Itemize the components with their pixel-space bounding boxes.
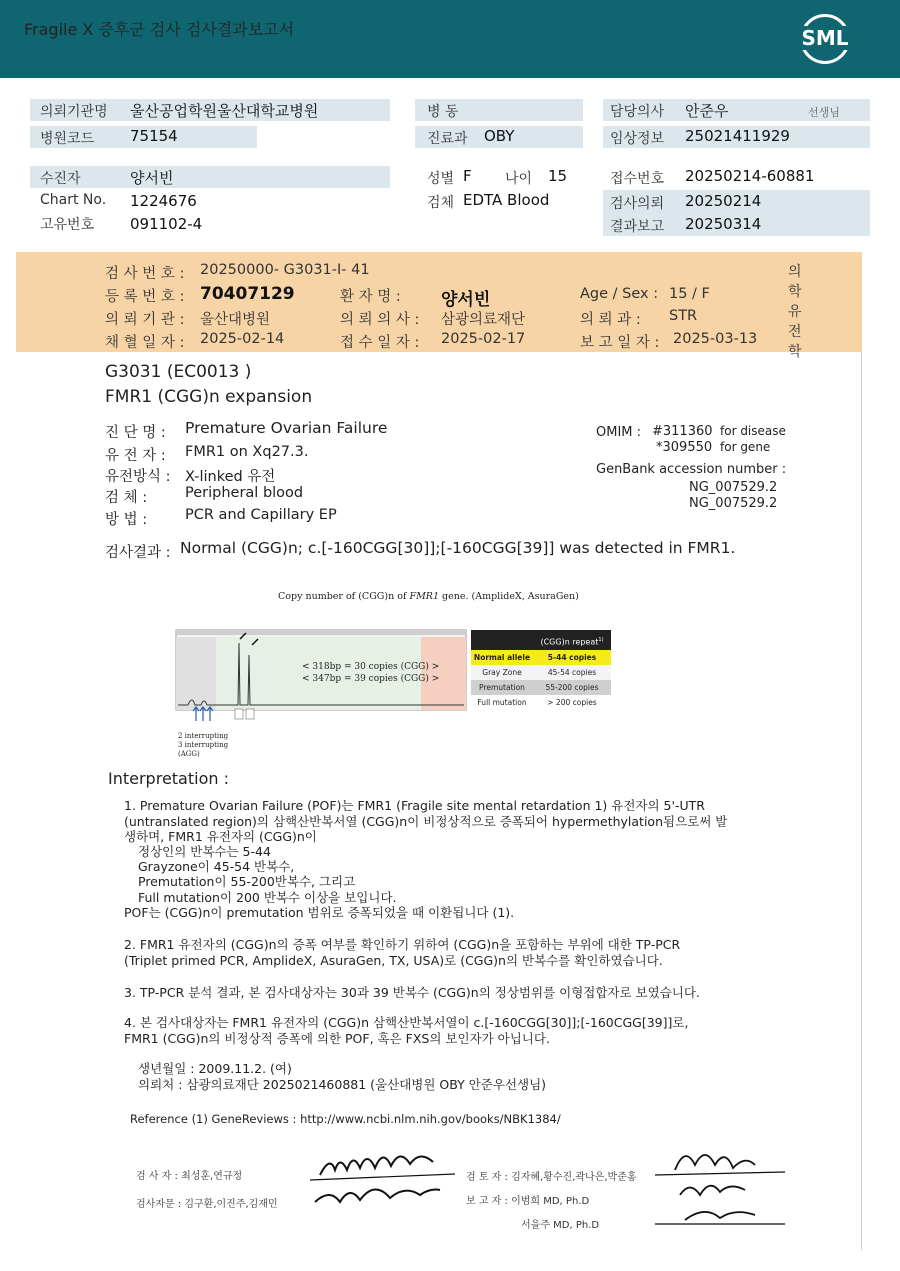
sample-value: Peripheral blood [185,485,304,501]
interp-line: 3. TP-PCR 분석 결과, 본 검사대상자는 30과 39 반복수 (CGG)n의 정상범위를 이형접합자로 보였습니다. [124,985,700,1000]
ward-label: 병 동 [427,104,459,120]
interrupt-label-2: 3 interrupting [178,741,229,749]
reporter-2: 서을주 MD, Ph.D [521,1220,600,1231]
result-value: Normal (CGG)n; c.[-160CGG[30]];[-160CGG[39]] was detected in FMR1. [180,539,736,557]
test-no-label: 검 사 번 호 : [105,266,185,282]
row-value: 55-200 copies [533,680,611,695]
interp-line: Premutation이 55-200반복수, 그리고 [138,874,356,889]
sample-label: 검 체 : [105,490,148,506]
specimen-label: 검체 [427,195,455,211]
side-char: 전 [788,324,802,340]
diag-value: Premature Ovarian Failure [185,419,388,437]
req-doc-label: 의 뢰 의 사 : [340,312,420,328]
report-value: 20250314 [685,215,762,233]
side-char: 학 [788,344,802,360]
side-char: 유 [788,304,802,320]
age-sex-label: Age / Sex : [580,286,659,302]
caption-text: gene. (AmplideX, AsuraGen) [439,591,579,602]
table-row [471,650,611,665]
header-text: (CGG)n repeat [540,637,599,647]
result-label: 검사결과 : [105,545,171,561]
interp-line: Grayzone이 45-54 반복수, [138,859,295,874]
patient-box [30,166,390,188]
inherit-value: X-linked 유전 [185,469,276,485]
omim-gene: *309550 [656,440,713,455]
inst-label: 의 뢰 기 관 : [105,312,185,328]
interp-line: 생하며, FMR1 유전자의 (CGG)n이 [124,829,317,844]
dept-label: 진료과 [427,131,468,147]
tester: 검 사 자 : 최성훈,연규정 [136,1171,243,1182]
recv-date: 2025-02-17 [441,331,526,347]
signature-reviewer-icon [655,1140,790,1230]
receipt-label: 접수번호 [610,171,665,187]
birth-date: 생년월일 : 2009.11.2. (여) [138,1061,292,1076]
signature-tester-icon [305,1140,455,1220]
gene-label: 유 전 자 : [105,448,166,464]
test-code: G3031 (EC0013 ) [105,362,252,382]
table-row [471,680,611,695]
table-row [471,665,611,680]
peak-marker [246,709,254,719]
method-value: PCR and Capillary EP [185,507,337,523]
diag-label: 진 단 명 : [105,425,166,441]
row-label: Normal allele [471,650,533,665]
omim-gene-desc: for gene [720,440,771,454]
side-char: 학 [788,284,802,300]
interp-line: 2. FMR1 유전자의 (CGG)n의 증폭 여부를 확인하기 위하여 (CGG)n을 포함하는 부위에 대한 TP-PCR [124,937,681,952]
omim-disease: #311360 [652,424,713,439]
doctor-value: 안준우 [685,102,729,120]
hospital-code-label: 병원코드 [40,131,95,147]
test-name: FMR1 (CGG)n expansion [105,387,313,407]
uid-value: 091102-4 [130,215,203,233]
request-label: 검사의뢰 [610,196,665,212]
dept-value: OBY [484,127,515,145]
header-sup: 1) [598,637,604,643]
repeat-table-header [471,630,611,650]
chart-label: Chart No. [40,192,107,208]
chart-value: 1224676 [130,192,197,210]
clinical-value: 25021411929 [685,127,790,145]
patient-label: 수진자 [40,171,81,187]
request-value: 20250214 [685,192,762,210]
specimen-value: EDTA Blood [463,191,550,209]
patient-value: 양서빈 [130,169,174,187]
doctor-label: 담당의사 [610,104,665,120]
omim-label: OMIM : [596,425,642,440]
doctor-suffix: 선생님 [808,106,840,119]
side-vertical-text [788,262,806,362]
genbank-2: NG_007529.2 [689,496,778,511]
header-empty-cell [471,630,533,650]
interp-line: (untranslated region)의 삼핵산반복서열 (CGG)n이 비정상적으로 증폭되어 hypermethylation됨으로써 발 [124,814,728,829]
referrer: 의뢰처 : 삼광의료재단 2025021460881 (울산대병원 OBY 안준우선생님) [138,1077,547,1092]
sex-value: F [463,167,472,185]
interp-line: POF는 (CGG)n이 premutation 범위로 증폭되었을 때 이환됩니다 (1). [124,905,515,920]
row-value: 45-54 copies [533,665,611,680]
interrupt-arrows-icon [193,707,213,721]
row-value: 5-44 copies [533,650,611,665]
logo: SML [799,26,851,50]
side-char: 의 [788,264,802,280]
peak-marker [235,709,243,719]
interp-line: 4. 본 검사대상자는 FMR1 유전자의 (CGG)n 삼핵산반복서열이 c.[-160CGG[30]];[-160CGG[39]]로, [124,1015,689,1030]
header-cell [533,630,611,650]
interp-line: 정상인의 반복수는 5-44 [138,844,271,859]
genbank-label: GenBank accession number : [596,462,787,477]
req-dept: STR [669,308,698,324]
sex-label: 성별 [427,171,455,187]
row-label: Full mutation [471,695,533,710]
age-value: 15 [548,167,568,185]
rep-date-label: 보 고 일 자 : [580,335,660,351]
interrupt-label-3: (AGG) [178,750,200,758]
interrupt-label-1: 2 interrupting [178,732,229,740]
report-title: Fragile X 증후군 검사 검사결과보고서 [24,20,295,39]
req-doc: 삼광의료재단 [441,312,526,328]
draw-date: 2025-02-14 [200,331,285,347]
genbank-1: NG_007529.2 [689,480,778,495]
omim-disease-desc: for disease [720,424,786,438]
receipt-value: 20250214-60881 [685,167,815,185]
interp-line: Full mutation이 200 반복수 이상을 보입니다. [138,890,397,905]
caption-text: Copy number of (CGG)n of [278,591,410,602]
age-label: 나이 [505,171,533,187]
institution-label: 의뢰기관명 [40,104,108,120]
patient-name-label: 환 자 명 : [340,289,401,305]
draw-date-label: 채 혈 일 자 : [105,335,185,351]
recv-date-label: 접 수 일 자 : [340,335,420,351]
row-label: Premutation [471,680,533,695]
age-sex: 15 / F [669,286,710,302]
row-value: > 200 copies [533,695,611,710]
gene-value: FMR1 on Xq27.3. [185,444,309,460]
req-dept-label: 의 뢰 과 : [580,312,641,328]
interp-line: (Triplet primed PCR, AmplideX, AsuraGen, TX, USA)로 (CGG)n의 반복수를 확인하였습니다. [124,953,663,968]
reg-no-label: 등 록 번 호 : [105,289,185,305]
clinical-label: 임상정보 [610,131,665,147]
table-row [471,695,611,710]
institution-value: 울산공업학원울산대학교병원 [130,102,319,120]
interp-line: 1. Premature Ovarian Failure (POF)는 FMR1 (Fragile site mental retardation 1) 유전자의 5'-UTR [124,798,705,813]
reviewer: 검 토 자 : 김자혜,황수진,곽나은,박준홍 [466,1172,637,1183]
peak-label-2: < 347bp = 39 copies (CGG) > [302,674,440,684]
test-no: 20250000- G3031-I- 41 [200,262,370,278]
peak-label-1: < 318bp = 30 copies (CGG) > [302,662,440,672]
figure-caption [278,591,579,602]
interpretation-title: Interpretation : [108,769,229,788]
reference: Reference (1) GeneReviews : http://www.ncbi.nlm.nih.gov/books/NBK1384/ [130,1112,561,1126]
hospital-code-value: 75154 [130,127,178,145]
reg-no: 70407129 [200,284,295,304]
caption-gene: FMR1 [409,591,440,602]
plot-left-region [176,637,216,710]
inherit-label: 유전방식 : [105,469,171,485]
uid-label: 고유번호 [40,217,95,233]
interp-line: FMR1 (CGG)n의 비정상적 증폭에 의한 POF, 혹은 FXS의 보인자가 아닙니다. [124,1031,550,1046]
reporter: 보 고 자 : 이범희 MD, Ph.D [466,1196,590,1207]
row-label: Gray Zone [471,665,533,680]
rep-date: 2025-03-13 [673,331,758,347]
method-label: 방 법 : [105,512,148,528]
report-label: 결과보고 [610,219,665,235]
assistant: 검사자문 : 김구환,이진주,김재민 [136,1199,278,1210]
repeat-table [471,630,611,710]
patient-name: 양서빈 [441,290,491,310]
inst: 울산대병원 [200,312,271,328]
plot-top-strip [176,630,466,635]
